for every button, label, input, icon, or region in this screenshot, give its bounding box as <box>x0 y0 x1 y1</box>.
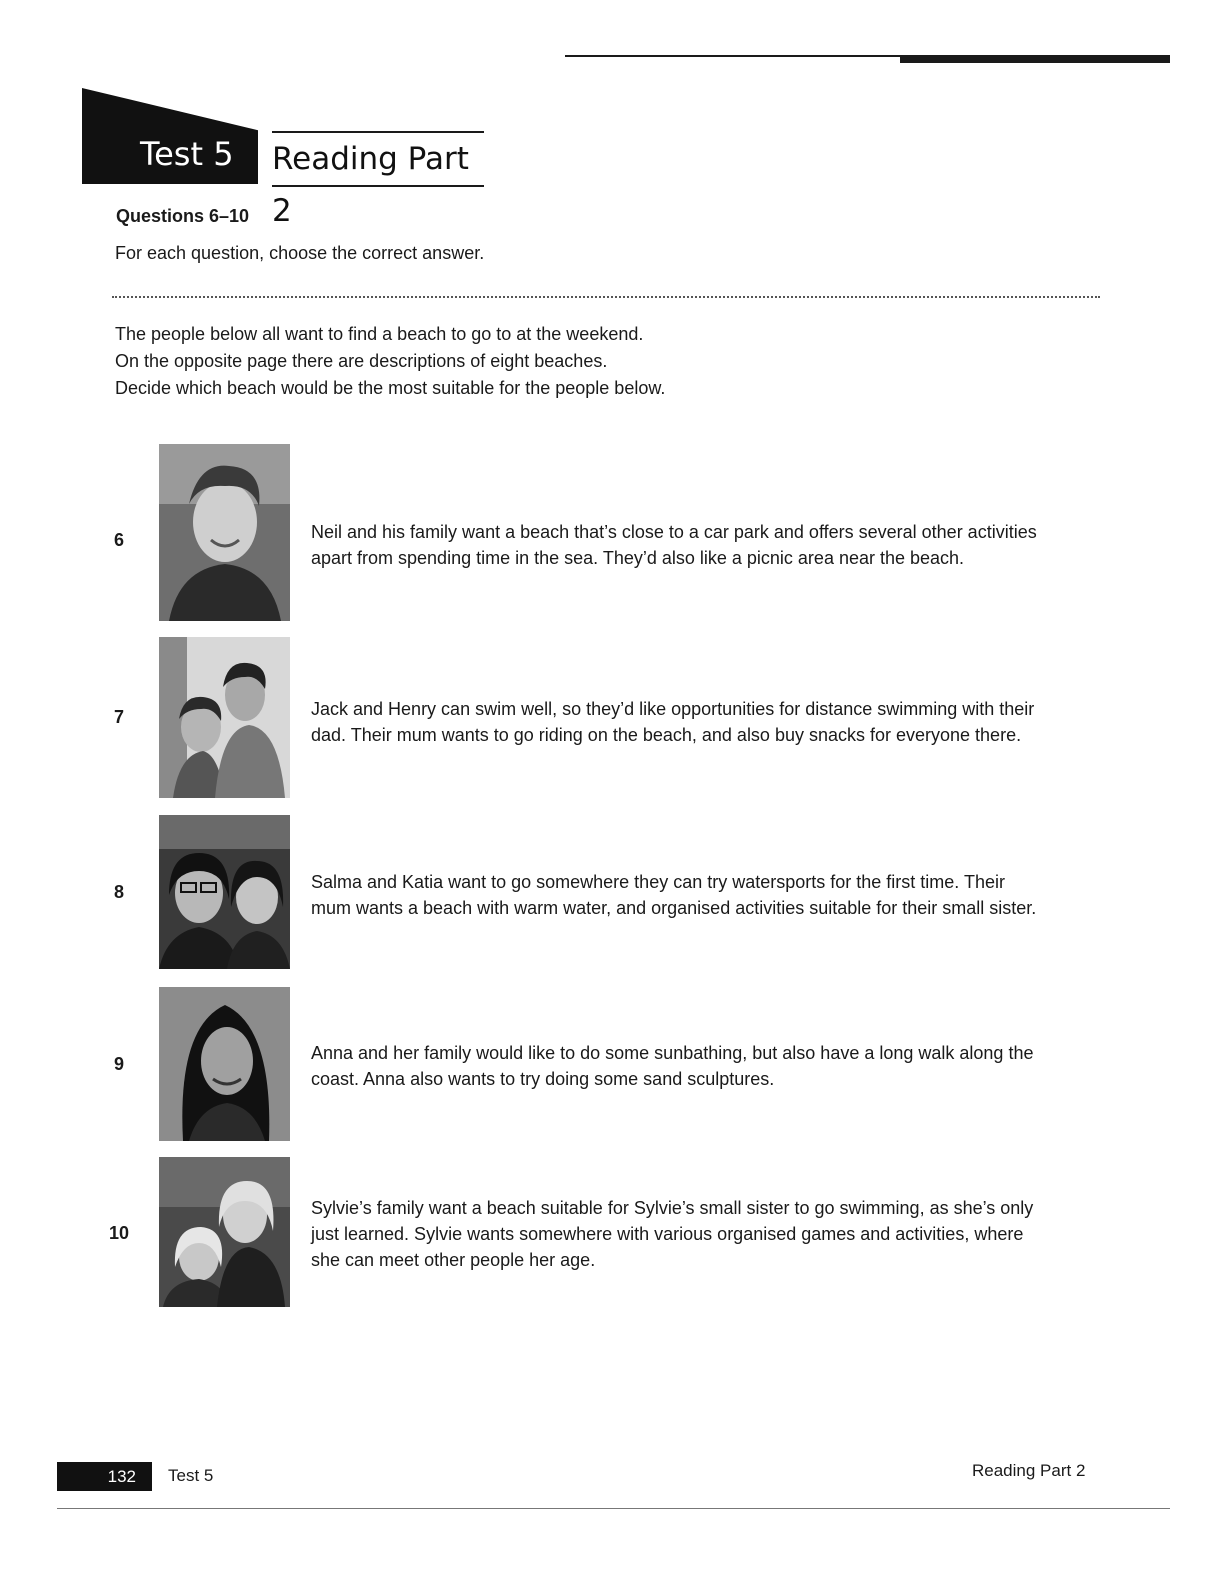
question-text <box>311 519 1101 571</box>
intro-line: The people below all want to find a beach to go to at the weekend. <box>115 324 644 344</box>
question-line: she can meet other people her age. <box>311 1250 596 1270</box>
question-number: 7 <box>113 707 124 727</box>
question-line: apart from spending time in the sea. They’d also like a picnic area near the beach. <box>311 548 965 568</box>
question-line: Neil and his family want a beach that’s close to a car park and offers several other activities <box>311 522 1037 542</box>
two-brothers-photo <box>159 637 290 798</box>
question-text <box>311 869 1101 921</box>
question-number: 6 <box>113 530 124 550</box>
question-number: 10 <box>108 1223 130 1243</box>
page-number: 132 <box>57 1462 152 1491</box>
question-line: Anna and her family would like to do some sunbathing, but also have a long walk along the <box>311 1043 1034 1063</box>
dotted-divider <box>112 296 1100 298</box>
question-line: coast. Anna also wants to try doing some sand sculptures. <box>311 1069 775 1089</box>
question-line: just learned. Sylvie wants somewhere with various organised games and activities, where <box>311 1224 1024 1244</box>
intro-line: On the opposite page there are descriptions of eight beaches. <box>115 351 608 371</box>
question-number: 8 <box>113 882 124 902</box>
test-label: Test 5 <box>140 135 234 173</box>
teenage-boy-smiling-photo <box>159 444 290 621</box>
two-girls-selfie-photo <box>159 815 290 969</box>
intro-line: Decide which beach would be the most suitable for the people below. <box>115 378 666 398</box>
question-line: mum wants a beach with warm water, and organised activities suitable for their small sister. <box>311 898 1037 918</box>
footer-test-label: Test 5 <box>168 1466 214 1485</box>
part-title: Reading Part 2 <box>272 131 484 187</box>
bottom-rule <box>57 1508 1170 1509</box>
footer-part-label: Reading Part 2 <box>972 1461 1086 1480</box>
question-text <box>311 1040 1101 1092</box>
instruction: For each question, choose the correct answer. <box>115 243 485 263</box>
question-line: dad. Their mum wants to go riding on the beach, and also buy snacks for everyone there. <box>311 725 1022 745</box>
question-text <box>311 696 1101 748</box>
girl-long-hair-photo <box>159 987 290 1141</box>
intro-text <box>115 321 665 402</box>
question-line: Salma and Katia want to go somewhere they can try watersports for the first time. Their <box>311 872 1005 892</box>
question-number: 9 <box>113 1054 124 1074</box>
two-sisters-photo <box>159 1157 290 1307</box>
question-text <box>311 1195 1101 1273</box>
question-line: Sylvie’s family want a beach suitable for Sylvie’s small sister to go swimming, as she’s only <box>311 1198 1034 1218</box>
top-rule-accent <box>900 57 1170 63</box>
questions-range: Questions 6–10 <box>116 206 250 226</box>
question-line: Jack and Henry can swim well, so they’d like opportunities for distance swimming with their <box>311 699 1035 719</box>
